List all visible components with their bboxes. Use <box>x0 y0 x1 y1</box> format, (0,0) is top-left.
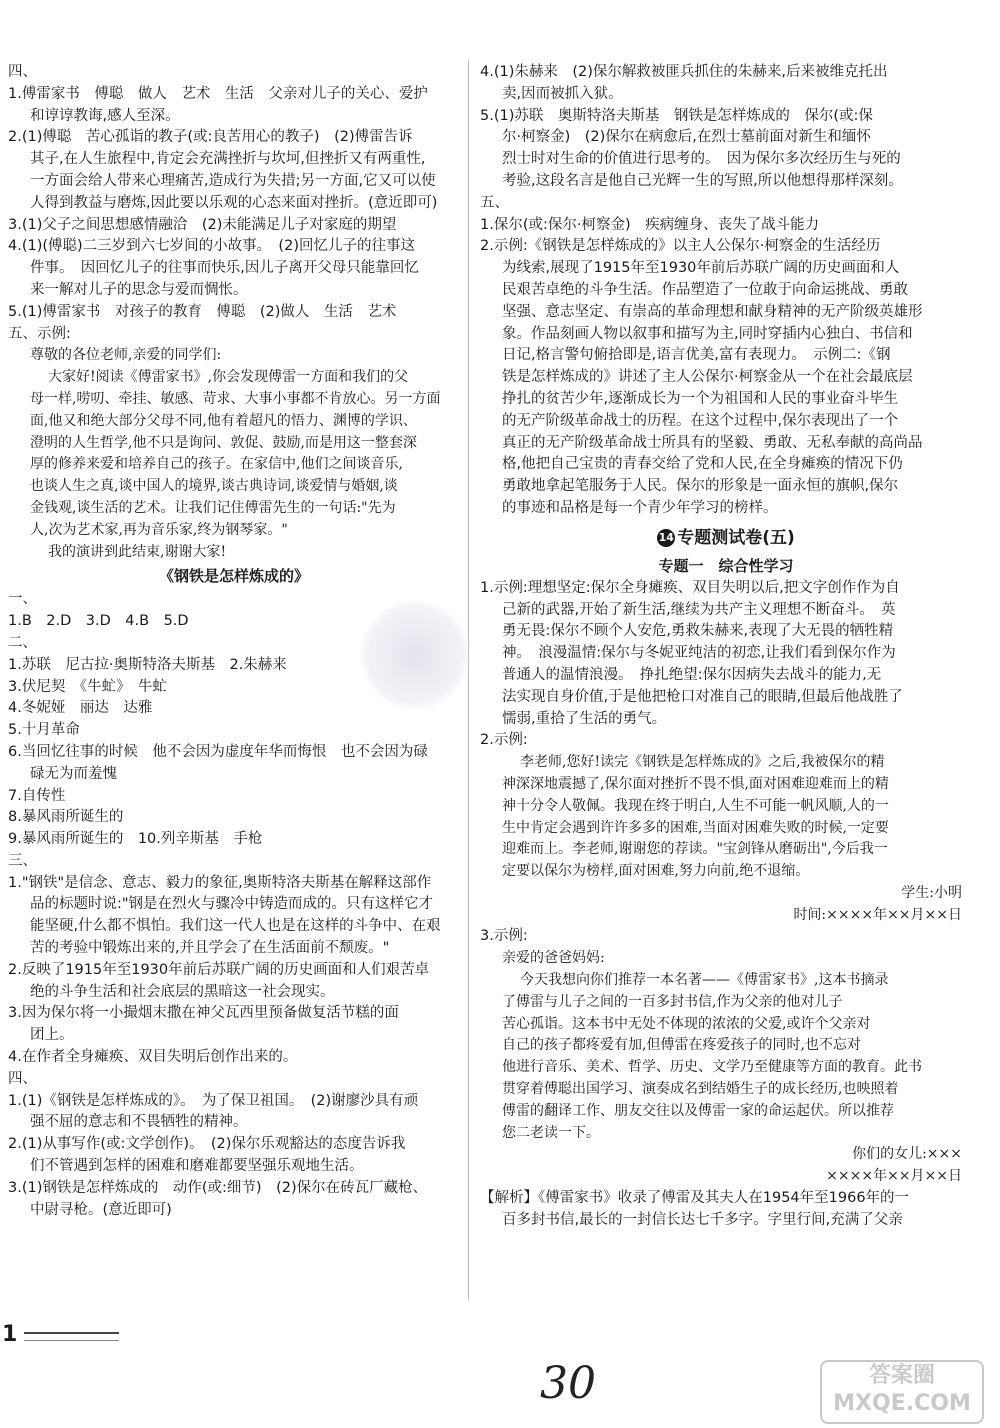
text-line: 你们的女儿:××× <box>852 1146 962 1163</box>
text-line: 3.因为保尔将一小撮烟末撒在神父瓦西里预备做复活节糕的面 <box>8 1005 399 1022</box>
text-line: 人得到教益与磨炼,因此要以乐观的心态来面对挫折。(意近即可) <box>30 194 438 211</box>
text-line: 三、 <box>8 852 37 869</box>
text-line: 件事。 因回忆儿子的往事而快乐,因儿子离开父母只能靠回忆 <box>30 260 419 277</box>
text-line: 勇无畏:保尔不顾个人安危,勇救朱赫来,表现了大无畏的牺牲精 <box>502 623 894 640</box>
text-line: 1."钢铁"是信念、意志、毅力的象征,奥斯特洛夫斯基在解释这部作 <box>8 874 432 891</box>
text-line: 人,次为艺术家,再为音乐家,终为钢琴家。" <box>30 521 288 538</box>
text-line: 1.傅雷家书 傅聪 做人 艺术 生活 父亲对儿子的关心、爱护 <box>8 85 428 102</box>
section-title <box>480 524 972 552</box>
right-column-answers-part1 <box>480 62 972 520</box>
text-line: 李老师,您好!读完《钢铁是怎样炼成的》之后,我被保尔的精 <box>520 754 885 771</box>
text-line: 来一解对儿子的思念与爱而惆怅。 <box>30 281 248 298</box>
text-line: 时间:××××年××月××日 <box>793 906 962 923</box>
text-line: 4.在作者全身瘫痪、双目失明后创作出来的。 <box>8 1049 298 1066</box>
text-line: 面,他又和绝大部分父母不同,他有着超凡的悟力、渊博的学识、 <box>30 412 417 429</box>
text-line: 一、 <box>8 591 37 608</box>
text-line: 2.(1)傅聪 苦心孤诣的教子(或:良苦用心的教子) (2)傅雷告诉 <box>8 129 413 146</box>
text-line: 强不屈的意志和不畏牺牲的精神。 <box>30 1114 248 1131</box>
text-line: 9.暴风雨所诞生的 10.列辛斯基 手枪 <box>8 831 263 848</box>
text-line: 二、 <box>8 634 37 651</box>
text-line: 卖,因而被抓入狱。 <box>502 85 623 102</box>
text-line: 5.(1)苏联 奥斯特洛夫斯基 钢铁是怎样炼成的 保尔(或:保 <box>480 107 873 124</box>
section-number-badge: 14 <box>657 529 675 547</box>
text-line: 1.B 2.D 3.D 4.B 5.D <box>8 613 189 630</box>
text-line: 法实现自身价值,于是他把枪口对准自己的眼睛,但最后他战胜了 <box>502 688 903 705</box>
text-line: 8.暴风雨所诞生的 <box>8 809 124 826</box>
left-column <box>8 62 460 1221</box>
text-line: 2.反映了1915年至1930年前后苏联广阔的历史画面和人们艰苦卓 <box>8 961 430 978</box>
text-line: 5.十月革命 <box>8 722 80 739</box>
text-line: 五、 <box>480 194 509 211</box>
text-line: 《钢铁是怎样炼成的》 <box>158 567 309 586</box>
text-line: 铁是怎样炼成的》讲述了主人公保尔·柯察金从一个在社会最底层 <box>502 369 913 386</box>
text-line: 为线索,展现了1915年至1930年前后苏联广阔的历史画面和人 <box>502 260 900 277</box>
text-line: 格,他把自己宝贵的青春交给了党和人民,在全身瘫痪的情况下仍 <box>502 456 903 473</box>
text-line: 4.(1)朱赫来 (2)保尔解救被匪兵抓住的朱赫来,后来被维克托出 <box>480 64 888 80</box>
text-line: 其子,在人生旅程中,肯定会充满挫折与坎坷,但挫折又有两重性, <box>30 151 426 168</box>
text-line: 勇敢地拿起笔服务于人民。保尔的形象是一面永恒的旗帜,保尔 <box>502 478 899 495</box>
text-line: 金钱观,谈生活的艺术。让我们记住傅雷先生的一句话:"先为 <box>30 499 396 516</box>
text-line: 学生:小明 <box>901 884 962 901</box>
text-line: 了傅雷与儿子之间的一百多封书信,作为父亲的他对儿子 <box>502 993 843 1010</box>
text-line: 民艰苦卓绝的斗争生活。作品塑造了一位敢于向命运挑战、勇敢 <box>502 281 908 298</box>
handwritten-page-number: 30 <box>540 1358 596 1409</box>
text-line: 普通人的温情浪漫。 挣扎绝望:保尔因病失去战斗的能力,无 <box>502 666 882 683</box>
text-line: 尊敬的各位老师,亲爱的同学们: <box>30 347 222 364</box>
text-line: 百多封书信,最长的一封信长达七千多字。字里行间,充满了父亲 <box>502 1211 903 1228</box>
text-line: 7.自传性 <box>8 787 66 804</box>
text-line: 的无产阶级革命战士的历程。在这个过程中,保尔表现出了一个 <box>502 412 899 429</box>
text-line: 3.示例: <box>480 928 528 945</box>
text-line: 苦心孤诣。这本书中无处不体现的浓浓的父爱,或许个父亲对 <box>502 1015 871 1032</box>
text-line: 烈士时对生命的价值进行思考的。 因为保尔多次经历生与死的 <box>502 151 901 168</box>
text-line: 傅雷的翻译工作、朋友交往以及傅雷一家的命运起伏。所以推荐 <box>502 1102 894 1119</box>
text-line: 尔·柯察金) (2)保尔在病愈后,在烈士墓前面对新生和缅怀 <box>502 129 871 146</box>
right-column-answers-part2 <box>480 578 972 1232</box>
text-line: 4.冬妮娅 丽达 达雅 <box>8 700 153 717</box>
text-line: 挣扎的贫苦少年,逐渐成长为一个为祖国和人民的事业奋斗毕生 <box>502 390 899 407</box>
text-line: 3.伏尼契 《牛虻》 牛虻 <box>8 678 167 695</box>
text-line: 苦的考验中锻炼出来的,并且学会了在生活面前不颓废。" <box>30 940 390 957</box>
text-line: 您二老读一下。 <box>502 1124 600 1141</box>
text-line: 我的演讲到此结束,谢谢大家! <box>48 543 227 560</box>
text-line: 神深深地震撼了,保尔面对挫折不畏不惧,面对困难迎难而上的精 <box>502 775 889 792</box>
text-line: 日记,格言警句俯拾即是,语言优美,富有表现力。 示例二:《钢 <box>502 347 891 364</box>
text-line: 1.苏联 尼古拉·奥斯特洛夫斯基 2.朱赫来 <box>8 656 287 673</box>
watermark-logo: 答案圈 MXQE.COM <box>820 1360 984 1424</box>
text-line: 五、示例: <box>8 325 71 342</box>
text-line: 中尉寻枪。(意近即可) <box>30 1201 172 1218</box>
text-line: 1.示例:理想坚定:保尔全身瘫痪、双目失明以后,把文字创作作为自 <box>480 579 900 596</box>
text-line: 4.(1)(傅聪)二三岁到六七岁间的小故事。 (2)回忆儿子的往事这 <box>8 238 415 255</box>
text-line: 己新的武器,开始了新生活,继续为共产主义理想不断奋斗。 英 <box>502 601 896 618</box>
text-line: 2.示例:《钢铁是怎样炼成的》以主人公保尔·柯察金的生活经历 <box>480 238 881 255</box>
text-line: 2.(1)从事写作(或:文学创作)。 (2)保尔乐观豁达的态度告诉我 <box>8 1136 406 1153</box>
text-line: 品的标题时说:"钢是在烈火与骤冷中铸造而成的。只有这样它才 <box>30 896 434 913</box>
text-line: 亲爱的爸爸妈妈: <box>502 950 605 967</box>
subsection-title: 专题一 综合性学习 <box>658 556 794 575</box>
text-line: 1.保尔(或:保尔·柯察金) 疾病缠身、丧失了战斗能力 <box>480 216 820 233</box>
text-line: 象。作品刻画人物以叙事和描写为主,同时穿插内心独白、书信和 <box>502 325 913 342</box>
text-line: 神。 浪漫温情:保尔与冬妮亚纯洁的初恋,让我们看到保尔作为 <box>502 645 896 662</box>
text-line: 今天我想向你们推荐一本名著——《傅雷家书》,这本书摘录 <box>520 972 889 989</box>
text-line: 生中肯定会遇到许许多多的困难,当面对困难失败的时候,一定要 <box>502 819 889 836</box>
text-line: 6.当回忆往事的时候 他不会因为虚度年华而悔恨 也不会因为碌 <box>8 743 428 760</box>
right-column <box>480 62 972 1232</box>
text-line: 坚强、意志坚定、有崇高的革命理想和献身精神的无产阶级英雄形 <box>502 303 923 320</box>
text-line: 一方面会给人带来心理痛苦,造成行为失措;另一方面,它又可以使 <box>30 172 436 189</box>
text-line: 们不管遇到怎样的困难和磨难都要坚强乐观地生活。 <box>30 1158 364 1175</box>
text-line: 3.(1)钢铁是怎样炼成的 动作(或:细节) (2)保尔在砖瓦厂藏枪、 <box>8 1179 428 1196</box>
text-line: 厚的修养来爱和培养自己的孩子。在家信中,他们之间谈音乐, <box>30 456 403 473</box>
text-line: 5.(1)傅雷家书 对孩子的教育 傅聪 (2)做人 生活 艺术 <box>8 303 397 320</box>
text-line: 能坚硬,什么都不惧怕。我们这一代人也是在这样的斗争中、在艰 <box>30 918 441 935</box>
text-line: 绝的斗争生活和社会底层的黑暗这一社会现实。 <box>30 983 335 1000</box>
text-line: 迎难而上。李老师,谢谢您的荐读。"宝剑锋从磨砺出",今后我一 <box>502 841 888 858</box>
text-line: 1.(1)《钢铁是怎样炼成的》。 为了保卫祖国。 (2)谢廖沙具有顽 <box>8 1092 419 1109</box>
text-line: 【解析】《傅雷家书》收录了傅雷及其夫人在1954年至1966年的一 <box>480 1190 910 1207</box>
text-line: 懦弱,重拾了生活的勇气。 <box>502 710 667 727</box>
text-line: 碌无为而羞愧 <box>30 765 117 782</box>
text-line: 四、 <box>8 1070 37 1087</box>
text-line: 自己的孩子都疼爱有加,但傅雷在疼爱孩子的同时,也不忘对 <box>502 1037 861 1054</box>
text-line: 2.示例: <box>480 732 528 749</box>
text-line: 的事迹和品格是每一个青少年学习的榜样。 <box>502 499 778 516</box>
text-line: 大家好!阅读《傅雷家书》,你会发现傅雷一方面和我们的父 <box>48 369 409 386</box>
text-line: ××××年××月××日 <box>826 1168 962 1185</box>
text-line: 贯穿着傅聪出国学习、演奏成名到结婚生子的成长经历,也映照着 <box>502 1081 899 1098</box>
text-line: 他进行音乐、美术、哲学、历史、文学乃至健康等方面的教育。此书 <box>502 1059 922 1076</box>
text-line: 真正的无产阶级革命战士所具有的坚毅、勇敢、无私奉献的高尚品 <box>502 434 923 451</box>
text-line: 考验,这段名言是他自己光辉一生的写照,所以他想得那样深刻。 <box>502 172 903 189</box>
text-line: 澄明的人生哲学,他不只是询问、敦促、鼓励,而是用这一整套深 <box>30 434 417 451</box>
text-line: 3.(1)父子之间思想感情融洽 (2)未能满足儿子对家庭的期望 <box>8 216 397 233</box>
footer-ornament <box>24 1332 119 1341</box>
section-title-text: 专题测试卷(五) <box>677 527 795 548</box>
page-number: 1 <box>2 1322 18 1347</box>
text-line: 母一样,唠叨、牵挂、敏感、苛求、大事小事都不肯放心。另一方面 <box>30 390 441 407</box>
text-line: 也谈人生之真,谈中国人的境界,谈古典诗词,谈爱情与婚姻,谈 <box>30 478 398 495</box>
text-line: 和谆谆教诲,感人至深。 <box>30 107 180 124</box>
text-line: 神十分令人敬佩。我现在终于明白,人生不可能一帆风顺,人的一 <box>502 797 889 814</box>
text-line: 定要以保尔为榜样,面对困难,努力向前,绝不退缩。 <box>502 863 810 880</box>
column-divider <box>468 60 469 1300</box>
text-line: 团上。 <box>30 1027 74 1044</box>
text-line: 四、 <box>8 64 37 80</box>
